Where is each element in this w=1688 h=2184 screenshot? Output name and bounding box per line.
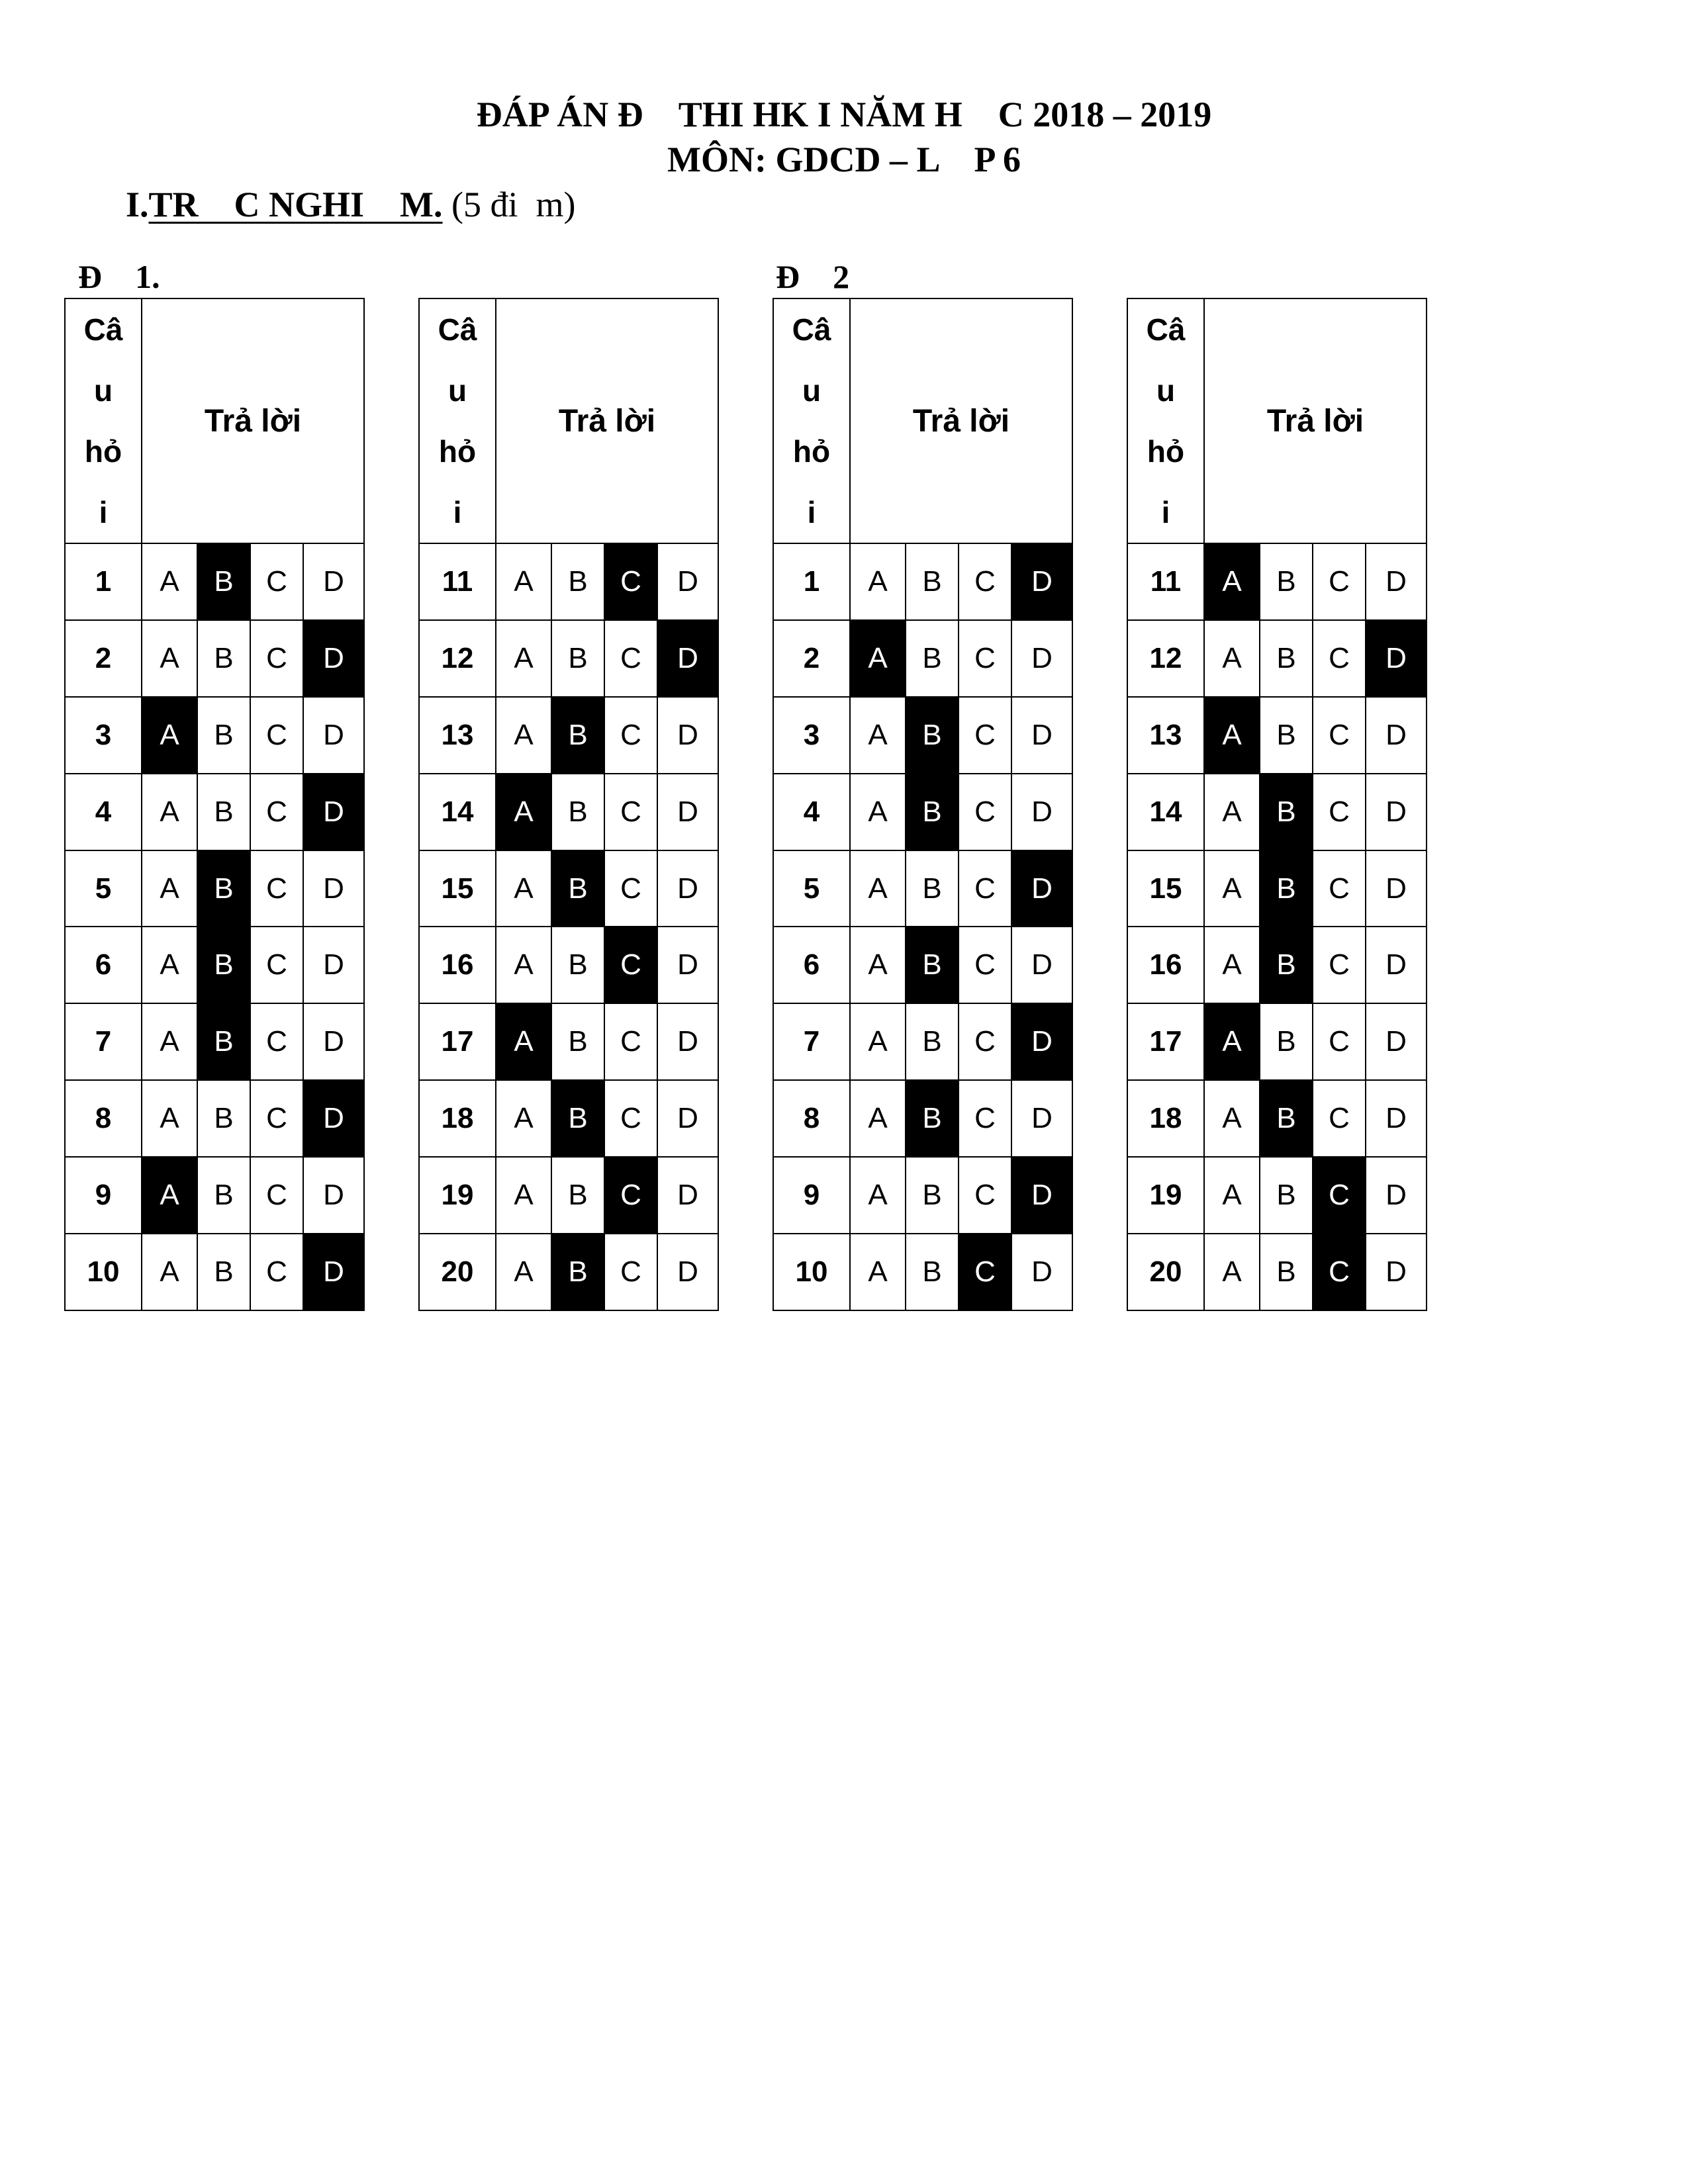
answer-option: C (959, 774, 1011, 850)
correct-answer-option: B (906, 697, 959, 774)
table-row (773, 543, 1072, 620)
table-row (773, 620, 1072, 697)
table-header-row (419, 298, 718, 543)
answer-option: C (250, 774, 303, 850)
question-column-header (773, 298, 850, 543)
answer-option: D (657, 1234, 718, 1310)
question-number: 15 (1127, 850, 1204, 927)
answer-option: C (250, 1003, 303, 1080)
answer-option: D (1011, 697, 1072, 774)
table-row (419, 850, 718, 927)
answer-option: D (1011, 1080, 1072, 1157)
table-row (65, 850, 364, 927)
answer-table-de2-part2 (1127, 298, 1427, 1311)
answer-option: D (657, 774, 718, 850)
question-number: 18 (419, 1080, 496, 1157)
answer-option: B (1260, 543, 1313, 620)
answer-option: A (1204, 850, 1260, 927)
answer-option: D (657, 543, 718, 620)
answer-option: C (1313, 927, 1366, 1003)
table-row (1127, 850, 1427, 927)
answer-option: A (142, 620, 197, 697)
answer-option: B (197, 1080, 250, 1157)
answer-option: C (250, 620, 303, 697)
question-number: 20 (419, 1234, 496, 1310)
answer-table-de1-part2 (418, 298, 719, 1311)
correct-answer-option: A (850, 620, 906, 697)
correct-answer-option: D (303, 1234, 364, 1310)
answer-option: A (850, 543, 906, 620)
table-row (65, 1157, 364, 1234)
question-number: 6 (65, 927, 142, 1003)
answer-option: A (850, 1080, 906, 1157)
correct-answer-option: B (906, 774, 959, 850)
correct-answer-option: C (604, 543, 657, 620)
question-number: 13 (419, 697, 496, 774)
question-number: 17 (419, 1003, 496, 1080)
answer-option: D (1366, 850, 1427, 927)
answer-option: B (1260, 620, 1313, 697)
question-number: 9 (65, 1157, 142, 1234)
table-row (419, 927, 718, 1003)
answer-option: A (850, 1003, 906, 1080)
answer-option: C (250, 697, 303, 774)
answer-option: C (959, 1080, 1011, 1157)
question-number: 20 (1127, 1234, 1204, 1310)
answer-option: C (604, 1003, 657, 1080)
answer-option: D (303, 850, 364, 927)
document-subtitle: MÔN: GDCD – L P 6 (667, 140, 1021, 179)
correct-answer-option: B (906, 1080, 959, 1157)
table-row (419, 543, 718, 620)
correct-answer-option: B (551, 1234, 604, 1310)
answer-option: D (657, 850, 718, 927)
question-header-line: i (453, 495, 462, 529)
question-number: 5 (65, 850, 142, 927)
answer-option: B (906, 543, 959, 620)
question-number: 10 (773, 1234, 850, 1310)
table-row (419, 1080, 718, 1157)
section-number: I. (126, 185, 149, 224)
answer-option: A (1204, 1080, 1260, 1157)
answer-option: A (142, 1080, 197, 1157)
answer-option: C (604, 1234, 657, 1310)
table-row (1127, 697, 1427, 774)
answer-column-header: Trả lời (850, 298, 1072, 543)
question-number: 9 (773, 1157, 850, 1234)
question-header-line: Câ (792, 312, 831, 347)
answer-option: B (197, 1234, 250, 1310)
question-column-header (419, 298, 496, 543)
correct-answer-option: B (1260, 850, 1313, 927)
correct-answer-option: D (1011, 1157, 1072, 1234)
question-number: 16 (1127, 927, 1204, 1003)
answer-option: B (551, 774, 604, 850)
correct-answer-option: B (197, 543, 250, 620)
question-header-line: hỏ (84, 434, 122, 469)
correct-answer-option: A (496, 774, 551, 850)
answer-column-header: Trả lời (496, 298, 718, 543)
table-row (773, 850, 1072, 927)
answer-option: D (657, 1157, 718, 1234)
question-number: 4 (65, 774, 142, 850)
question-header-line: i (1161, 495, 1170, 529)
correct-answer-option: B (197, 1003, 250, 1080)
table-row (419, 1157, 718, 1234)
answer-option: B (197, 697, 250, 774)
question-header-line: Câ (1146, 312, 1186, 347)
correct-answer-option: A (1204, 1003, 1260, 1080)
answer-option: A (496, 1157, 551, 1234)
question-number: 10 (65, 1234, 142, 1310)
answer-option: C (959, 927, 1011, 1003)
answer-option: D (1366, 927, 1427, 1003)
answer-option: C (959, 1157, 1011, 1234)
answer-option: C (604, 697, 657, 774)
table-row (419, 620, 718, 697)
correct-answer-option: B (551, 1080, 604, 1157)
answer-option: A (850, 850, 906, 927)
question-number: 14 (419, 774, 496, 850)
question-number: 8 (65, 1080, 142, 1157)
answer-option: C (1313, 850, 1366, 927)
answer-option: D (1366, 774, 1427, 850)
answer-option: A (1204, 620, 1260, 697)
answer-option: B (197, 1157, 250, 1234)
answer-option: D (1366, 1080, 1427, 1157)
correct-answer-option: A (1204, 697, 1260, 774)
question-number: 12 (419, 620, 496, 697)
table-row (1127, 1157, 1427, 1234)
question-header-line: i (99, 495, 108, 529)
question-header-line: Câ (438, 312, 477, 347)
question-header-line: Câ (83, 312, 123, 347)
table-header-row (65, 298, 364, 543)
table-row (1127, 543, 1427, 620)
answer-option: A (496, 697, 551, 774)
answer-option: A (850, 697, 906, 774)
question-number: 16 (419, 927, 496, 1003)
correct-answer-option: D (657, 620, 718, 697)
question-number: 18 (1127, 1080, 1204, 1157)
section-points: (5 đi m) (442, 185, 576, 224)
table-row (773, 774, 1072, 850)
answer-option: A (1204, 774, 1260, 850)
question-column-header (1127, 298, 1204, 543)
answer-option: B (906, 620, 959, 697)
answer-option: D (303, 543, 364, 620)
answer-option: D (1366, 1157, 1427, 1234)
answer-table-de1-part1 (64, 298, 365, 1311)
answer-option: D (1011, 774, 1072, 850)
question-number: 11 (419, 543, 496, 620)
answer-option: A (142, 927, 197, 1003)
answer-option: C (250, 1157, 303, 1234)
answer-option: A (850, 927, 906, 1003)
answer-option: C (959, 543, 1011, 620)
answer-option: C (1313, 620, 1366, 697)
correct-answer-option: C (959, 1234, 1011, 1310)
correct-answer-option: C (604, 1157, 657, 1234)
question-number: 7 (773, 1003, 850, 1080)
question-number: 14 (1127, 774, 1204, 850)
table-header-row (773, 298, 1072, 543)
table-row (773, 927, 1072, 1003)
question-header-line: hỏ (438, 434, 477, 469)
exam-version-2-label: Đ 2 (776, 258, 850, 295)
question-header-line: hỏ (792, 434, 831, 469)
answer-option: D (1366, 543, 1427, 620)
correct-answer-option: D (1366, 620, 1427, 697)
correct-answer-option: D (1011, 1003, 1072, 1080)
answer-option: B (551, 927, 604, 1003)
answer-option: C (604, 1080, 657, 1157)
answer-option: C (250, 927, 303, 1003)
question-number: 2 (773, 620, 850, 697)
answer-option: B (197, 620, 250, 697)
table-row (1127, 1080, 1427, 1157)
table-row (1127, 620, 1427, 697)
table-row (419, 1003, 718, 1080)
question-number: 12 (1127, 620, 1204, 697)
table-row (65, 620, 364, 697)
question-number: 13 (1127, 697, 1204, 774)
answer-option: D (303, 1003, 364, 1080)
answer-table-de2-part1 (773, 298, 1073, 1311)
answer-option: A (496, 1080, 551, 1157)
answer-option: C (959, 697, 1011, 774)
answer-option: B (906, 1003, 959, 1080)
question-number: 7 (65, 1003, 142, 1080)
question-column-header (65, 298, 142, 543)
table-header-row (1127, 298, 1427, 543)
answer-option: B (1260, 1234, 1313, 1310)
answer-option: B (551, 1003, 604, 1080)
exam-version-1-label: Đ 1. (78, 258, 160, 295)
table-row (65, 697, 364, 774)
answer-option: B (906, 850, 959, 927)
correct-answer-option: B (1260, 927, 1313, 1003)
answer-column-header: Trả lời (1204, 298, 1427, 543)
table-row (773, 1003, 1072, 1080)
correct-answer-option: B (1260, 1080, 1313, 1157)
answer-option: C (250, 1080, 303, 1157)
question-number: 3 (773, 697, 850, 774)
table-row (1127, 927, 1427, 1003)
answer-option: D (657, 1080, 718, 1157)
question-number: 19 (1127, 1157, 1204, 1234)
table-row (1127, 1003, 1427, 1080)
answer-option: D (303, 927, 364, 1003)
answer-option: D (1366, 697, 1427, 774)
answer-option: C (250, 543, 303, 620)
answer-option: D (1011, 1234, 1072, 1310)
table-row (419, 774, 718, 850)
question-number: 11 (1127, 543, 1204, 620)
answer-option: A (850, 1157, 906, 1234)
answer-option: A (850, 774, 906, 850)
answer-option: A (142, 850, 197, 927)
answer-option: C (1313, 697, 1366, 774)
answer-option: A (496, 850, 551, 927)
table-row (419, 1234, 718, 1310)
answer-option: A (1204, 1157, 1260, 1234)
correct-answer-option: C (1313, 1157, 1366, 1234)
table-row (773, 697, 1072, 774)
answer-column-header: Trả lời (142, 298, 364, 543)
table-row (773, 1080, 1072, 1157)
table-row (419, 697, 718, 774)
question-number: 3 (65, 697, 142, 774)
answer-option: A (496, 620, 551, 697)
question-number: 8 (773, 1080, 850, 1157)
question-header-line: u (1156, 373, 1176, 408)
correct-answer-option: A (142, 697, 197, 774)
answer-option: B (551, 620, 604, 697)
correct-answer-option: D (303, 1080, 364, 1157)
question-number: 17 (1127, 1003, 1204, 1080)
correct-answer-option: B (551, 850, 604, 927)
answer-option: C (959, 620, 1011, 697)
section-title: TR C NGHI M. (148, 185, 443, 224)
question-number: 6 (773, 927, 850, 1003)
answer-option: C (1313, 1003, 1366, 1080)
correct-answer-option: C (1313, 1234, 1366, 1310)
table-row (773, 1157, 1072, 1234)
answer-option: B (906, 1234, 959, 1310)
question-header-line: u (93, 373, 113, 408)
answer-option: A (496, 1234, 551, 1310)
correct-answer-option: C (604, 927, 657, 1003)
correct-answer-option: D (303, 774, 364, 850)
answer-option: C (604, 620, 657, 697)
answer-option: A (496, 543, 551, 620)
answer-option: C (250, 1234, 303, 1310)
answer-option: C (250, 850, 303, 927)
answer-option: B (906, 1157, 959, 1234)
correct-answer-option: B (1260, 774, 1313, 850)
table-row (65, 774, 364, 850)
correct-answer-option: A (1204, 543, 1260, 620)
answer-option: C (1313, 543, 1366, 620)
answer-option: C (1313, 1080, 1366, 1157)
answer-option: C (959, 850, 1011, 927)
answer-option: D (657, 697, 718, 774)
question-header-line: u (447, 373, 467, 408)
question-number: 19 (419, 1157, 496, 1234)
question-number: 1 (65, 543, 142, 620)
answer-option: D (1366, 1003, 1427, 1080)
answer-option: A (1204, 1234, 1260, 1310)
table-row (65, 1234, 364, 1310)
question-header-line: hỏ (1147, 434, 1185, 469)
correct-answer-option: B (906, 927, 959, 1003)
table-row (65, 1080, 364, 1157)
document-title: ĐÁP ÁN Đ THI HK I NĂM H C 2018 – 2019 (476, 95, 1212, 134)
question-number: 4 (773, 774, 850, 850)
answer-option: B (197, 774, 250, 850)
answer-option: D (1011, 927, 1072, 1003)
question-number: 5 (773, 850, 850, 927)
question-number: 1 (773, 543, 850, 620)
question-header-line: i (807, 495, 816, 529)
table-row (1127, 1234, 1427, 1310)
answer-option: A (142, 774, 197, 850)
answer-option: A (142, 1003, 197, 1080)
answer-option: A (496, 927, 551, 1003)
answer-option: B (1260, 1003, 1313, 1080)
answer-option: A (850, 1234, 906, 1310)
answer-option: A (142, 1234, 197, 1310)
answer-option: A (142, 543, 197, 620)
answer-option: B (1260, 1157, 1313, 1234)
correct-answer-option: D (303, 620, 364, 697)
answer-option: D (1366, 1234, 1427, 1310)
correct-answer-option: D (1011, 543, 1072, 620)
table-row (773, 1234, 1072, 1310)
answer-option: C (604, 774, 657, 850)
correct-answer-option: B (551, 697, 604, 774)
answer-option: B (1260, 697, 1313, 774)
correct-answer-option: D (1011, 850, 1072, 927)
answer-option: B (551, 543, 604, 620)
answer-option: A (1204, 927, 1260, 1003)
correct-answer-option: A (142, 1157, 197, 1234)
correct-answer-option: A (496, 1003, 551, 1080)
answer-option: D (303, 697, 364, 774)
answer-option: D (1011, 620, 1072, 697)
question-number: 15 (419, 850, 496, 927)
answer-option: C (1313, 774, 1366, 850)
correct-answer-option: B (197, 850, 250, 927)
answer-option: D (303, 1157, 364, 1234)
answer-option: B (551, 1157, 604, 1234)
table-row (65, 1003, 364, 1080)
answer-option: C (959, 1003, 1011, 1080)
answer-option: C (604, 850, 657, 927)
question-number: 2 (65, 620, 142, 697)
section-heading (126, 183, 576, 226)
table-row (65, 543, 364, 620)
correct-answer-option: B (197, 927, 250, 1003)
table-row (1127, 774, 1427, 850)
answer-option: D (657, 927, 718, 1003)
table-row (65, 927, 364, 1003)
answer-option: D (657, 1003, 718, 1080)
question-header-line: u (802, 373, 821, 408)
